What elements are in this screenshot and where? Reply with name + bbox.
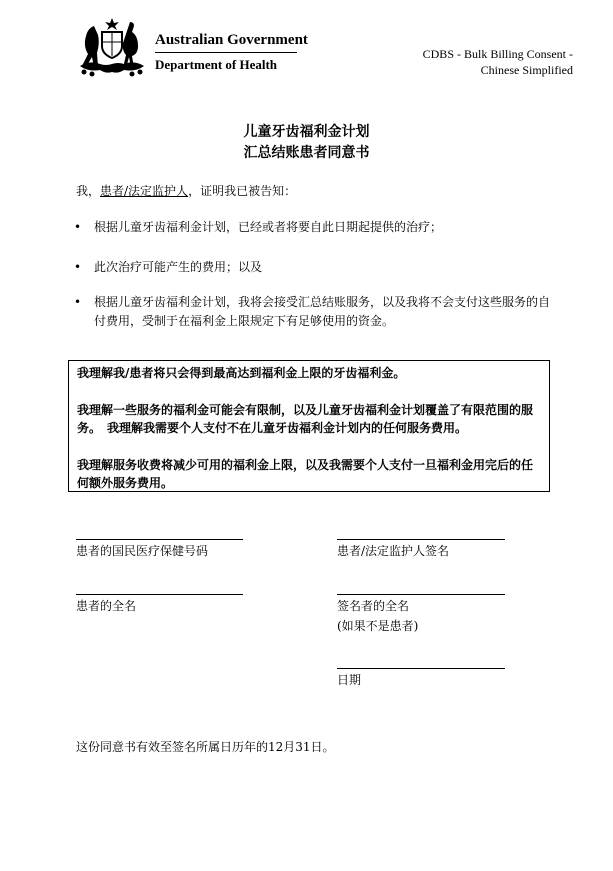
date-label: 日期 [337, 673, 362, 687]
acknowledgement-paragraph-3: 我理解服务收费将减少可用的福利金上限，以及我需要个人支付一旦福利金用完后的任何额外服务费用。 [77, 458, 534, 490]
form-code: CDBS - Bulk Billing Consent - [422, 47, 573, 61]
signer-name-note: (如果不是患者) [337, 619, 419, 633]
signature-label: 患者/法定监护人签名 [337, 544, 450, 558]
list-item [74, 293, 554, 331]
header-divider [155, 52, 297, 53]
bullet-icon: • [74, 295, 82, 309]
signer-name-line[interactable] [337, 594, 505, 595]
signature-line[interactable] [337, 539, 505, 540]
signer-name-label: 签名者的全名 [337, 599, 410, 613]
acknowledgement-paragraph-2: 我理解一些服务的福利金可能会有限制，以及儿童牙齿福利金计划覆盖了有限范围的服务。 我理解我需要个人支付不在儿童牙齿福利金计划内的任何服务费用。 [77, 403, 534, 435]
intro-statement [76, 182, 296, 199]
bullet-icon: • [74, 220, 82, 234]
document-title-line-1: 儿童牙齿福利金计划 [243, 124, 370, 140]
government-name: Australian Government [155, 32, 308, 48]
acknowledgement-box [68, 360, 550, 492]
bullet-icon: • [74, 260, 82, 274]
form-language: Chinese Simplified [480, 63, 573, 77]
department-name: Department of Health [155, 57, 278, 72]
list-item-text: 此次治疗可能产生的费用；以及 [94, 260, 263, 274]
date-line[interactable] [337, 668, 505, 669]
medicare-number-line[interactable] [76, 539, 243, 540]
list-item [74, 258, 554, 277]
patient-name-label: 患者的全名 [76, 599, 137, 613]
validity-note: 这份同意书有效至签名所属日历年的12月31日。 [76, 740, 335, 754]
patient-name-line[interactable] [76, 594, 243, 595]
intro-underlined: 患者/法定监护人 [100, 184, 189, 198]
intro-prefix: 我， [76, 184, 101, 198]
list-item-text: 根据儿童牙齿福利金计划，我将会接受汇总结账服务，以及我将不会支付这些服务的自付费用，受制于在福利金上限规定下有足够使用的资金。 [94, 295, 551, 328]
intro-suffix: ，证明我已被告知： [188, 184, 297, 198]
acknowledgement-paragraph-1: 我理解我/患者将只会得到最高达到福利金上限的牙齿福利金。 [77, 366, 406, 380]
medicare-number-label: 患者的国民医疗保健号码 [76, 544, 209, 558]
list-item [74, 218, 554, 237]
coat-of-arms-icon [74, 16, 150, 78]
document-title-line-2: 汇总结账患者同意书 [243, 145, 370, 161]
list-item-text: 根据儿童牙齿福利金计划，已经或者将要自此日期起提供的治疗； [94, 220, 443, 234]
form-identifier [423, 46, 573, 78]
